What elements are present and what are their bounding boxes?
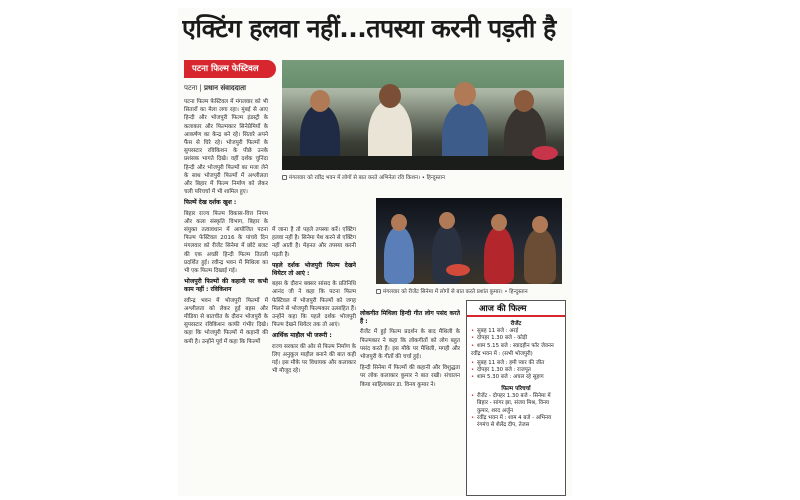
byline-place: पटना <box>184 84 198 92</box>
photo-cinema-discussion <box>376 198 562 284</box>
schedule-list <box>467 328 565 350</box>
article-column-1 <box>184 98 268 492</box>
paragraph: बहस के दौरान बक्सर सांसद के प्रतिनिधि आनंद जी ने कहा कि पटना फिल्म फेस्टिवल में भोजपुरी फिल्मों को जगह मिलने से भोजपुरी फिल्मकार उत्साहित हैं। उन्होंने कहा कि पहले दर्शक भोजपुरी फिल्म देखने थियेटर तक तो आएं। <box>272 281 356 329</box>
list-item: • रीजेंट - दोपहर 1.30 बजे - सिनेमा में बिहार - सांगर झा, संजय मिश्र, विनय कुमार, शरद अर्जुन <box>471 393 561 415</box>
subheading: पहले दर्शक भोजपुरी फिल्म देखने थियेटर तो आएं : <box>272 261 356 278</box>
box-title: आज की फिल्म <box>467 301 565 317</box>
box-section-title: फिल्म परिचर्चा <box>501 385 531 392</box>
box-section-title: रीजेंट <box>510 321 522 327</box>
list-item: • दोपहर 1.30 बजे : राजपूत <box>471 367 561 374</box>
paragraph: हिन्दी सिनेमा में फिल्मों की कहानी और विशुद्धता पर लोक कलाकार कुमार ने बात रखी। संचालन किया साहित्यकार डा. विनय कुमार ने। <box>360 365 460 388</box>
list-item: • सुबह 11 बजे : अरई <box>471 328 561 335</box>
paragraph: में जाना है तो पहले तपस्या करें। एक्टिंग हलवा नहीं है। सिनेमा पेश करने से एक्टिंग नहीं आती है। मेहनत और तपस्या करनी पड़ती है। <box>272 227 356 258</box>
subheading: भोजपुरी फिल्मों की कहानी पर कभी काम नहीं : रविकिशन <box>184 278 268 294</box>
paragraph: राज्य सरकार की ओर से फिल्म निर्माण के लिए अनुकूल माहौल बनाने की बात कही गई। इस मौके पर विधायक और कलाकार भी मौजूद रहे। <box>272 343 356 375</box>
subheading: फिल्में देख दर्शक खुश : <box>184 199 237 207</box>
photo-caption: मंगलवार को रीजेंट सिनेमा में लोगों से बात करते प्रशांत कुमार। • हिन्दुस्तान <box>376 287 562 295</box>
paragraph: रीजेंट में हुई फिल्म प्रदर्शन के बाद मैथिली के फिल्मकार ने कहा कि लोकगीतों को लोग बहुत पसंद करते हैं। इस मौके पर मैथिली, मगही और भोजपुरी के गीतों की चर्चा हुई। <box>360 329 460 361</box>
subheading: आर्थिक माहौल भी जरूरी : <box>272 332 332 340</box>
byline: पटना | प्रधान संवाददाता <box>184 84 246 92</box>
byline-author: प्रधान संवाददाता <box>204 84 246 92</box>
list-item: • दोपहर 1.30 बजे - कोड़ी <box>471 335 561 342</box>
list-item: • सुबह 11 बजे : हमी प्यार की जीत <box>471 360 561 367</box>
section-tag: पटना फिल्म फेस्टिवल <box>184 60 276 78</box>
article-column-3 <box>360 308 460 492</box>
photo-panel-discussion <box>282 60 564 170</box>
headline: एक्टिंग हलवा नहीं...तपस्या करनी पड़ती है <box>182 14 556 43</box>
schedule-list <box>467 360 565 382</box>
list-item: • रवींद्र भवन में : शाम 4 बजे - अभिनय रंगमंच से शैलेंद्र दीप, तेजस <box>471 415 561 430</box>
photo-caption: मंगलवार को रवींद्र भवन में लोगों से बात करते अभिनेता रवि किशन। • हिन्दुस्तान <box>282 173 564 181</box>
subheading: लोकगीत मिथिला हिन्दी गीत लोग पसंद करते हैं : <box>360 310 460 326</box>
paragraph: बिहार राज्य फिल्म विकास-वित्त निगम और कला संस्कृति विभाग, बिहार के संयुक्त तत्वावधान में आयोजित पटना फिल्म फेस्टिवल 2016 के पांचवे दिन मंगलवार को रीजेंट सिनेमा में छोटे बजट की एक अच्छी हिन्दी फिल्म तितली प्रदर्शित हुई। रवीन्द्र भवन में मिथिला का भी एक फिल्म दिखाई गई। <box>184 210 268 275</box>
paragraph: रवीन्द्र भवन में भोजपुरी फिल्मों में अश्लीलता को लेकर हुई बहस और मीडिया से बातचीत के दौरान भोजपुरी के सुपरस्टार रविकिशन काफी गंभीर दिखे। कहा कि भोजपुरी फिल्मों में कहानी की कमी है। उन्होंने पूर्व में कहा कि फिल्मों <box>184 297 268 345</box>
list-item: • शाम 5.15 बजे : स्वादहीन फॉर जेवनन <box>471 343 561 350</box>
article-column-2 <box>272 226 356 492</box>
paragraph: पटना फिल्म फेस्टिवल में मंगलवार को भी सितारों का मेला लगा रहा। मुंबई से आए हिन्दी और भोजपुरी फिल्म इंडस्ट्री के कलाकार और फिल्मकार सिनेप्रेमियों के आकर्षण का केन्द्र बने रहे। सितारे अपने फैंस से घिरे रहे। भोजपुरी फिल्मों के सुपरस्टार रविकिशन के पीछे उनके प्रशंसक भागते दिखे। वहीं दर्शक चुनिंदा हिन्दी और भोजपुरी फिल्मों का मजा लेने के साथ भोजपुरी फिल्मों में अश्लीलता और बिहार में फिल्म निर्माण को लेकर चली परिचर्चा में भी शामिल हुए। <box>184 99 268 196</box>
discussion-list <box>467 393 565 430</box>
todays-films-box <box>466 300 566 496</box>
newspaper-clipping <box>178 8 572 496</box>
schedule-line: रवींद्र भवन में : (सभी भोजपुरी) <box>471 351 533 358</box>
list-item: • शाम 5.30 बजे : अचल रहे सुहाग <box>471 374 561 381</box>
camera-icon <box>282 175 287 180</box>
camera-icon <box>376 289 381 294</box>
